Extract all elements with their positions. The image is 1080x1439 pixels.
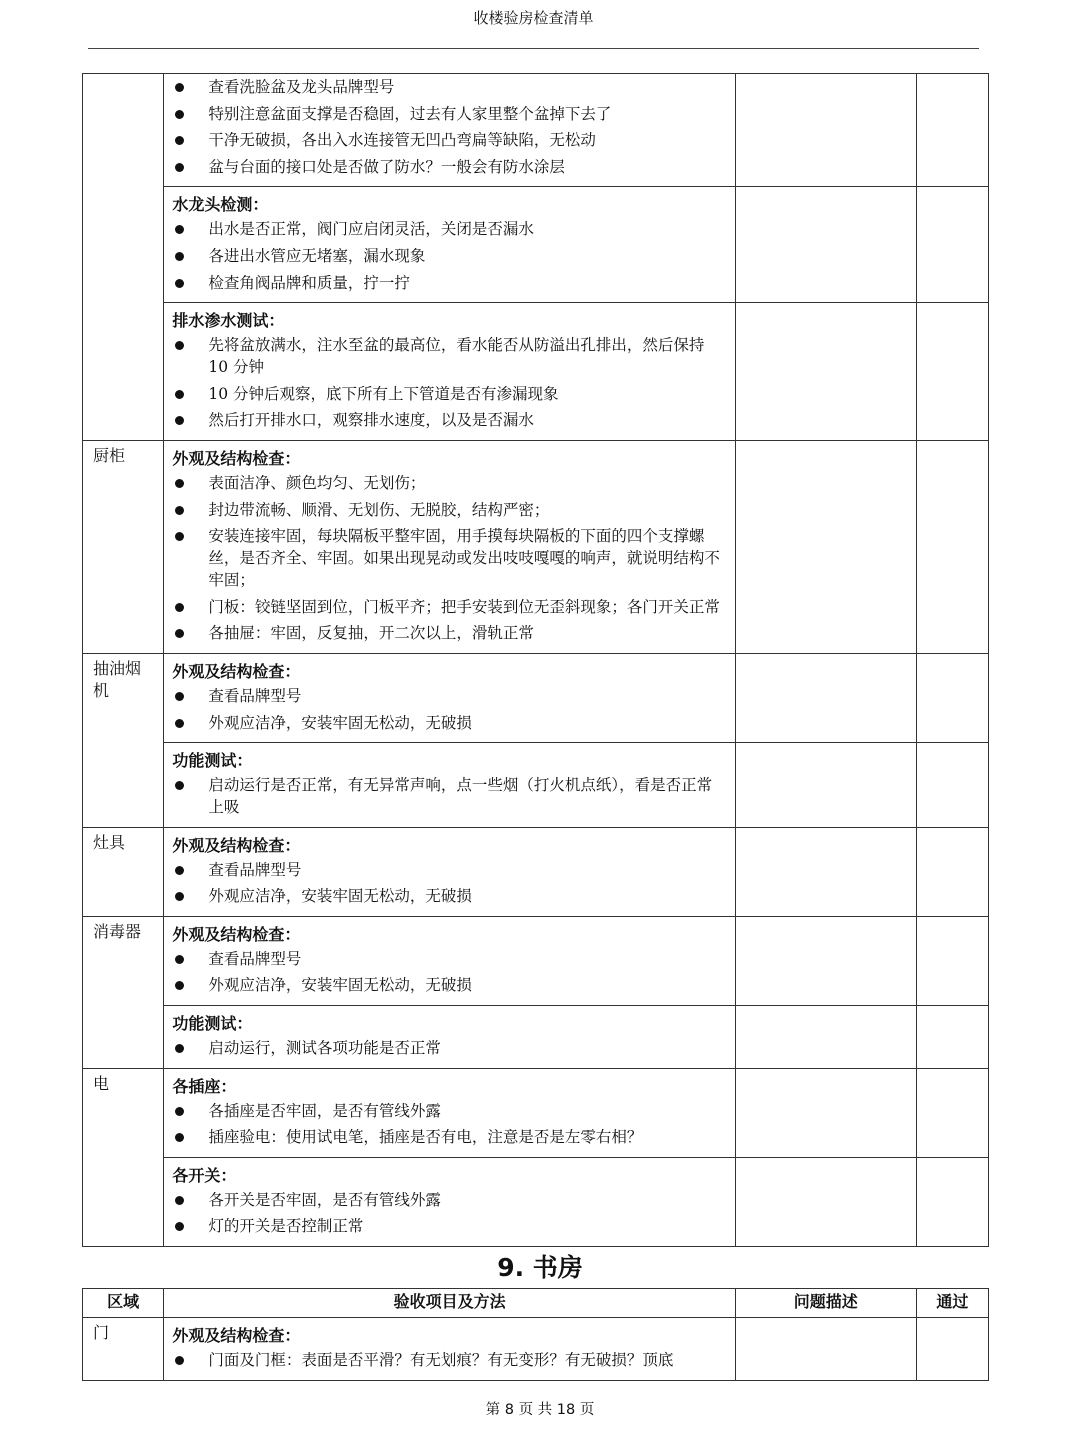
section-title: 9. 书房 [497, 1253, 583, 1282]
pass-cell[interactable] [916, 74, 988, 187]
table-row [83, 916, 989, 1005]
header-pass: 通过 [916, 1289, 988, 1318]
method-cell [164, 74, 736, 187]
problem-description-cell[interactable] [735, 1318, 916, 1381]
table-row [83, 440, 989, 653]
list-item: 各抽屉：牢固，反复抽，开二次以上，滑轨正常 [172, 622, 727, 644]
list-item: 外观应洁净，安装牢固无松动，无破损 [172, 974, 727, 996]
list-item: 各插座是否牢固，是否有管线外露 [172, 1100, 727, 1122]
list-item: 外观应洁净，安装牢固无松动，无破损 [172, 885, 727, 907]
problem-description-cell[interactable] [735, 1006, 916, 1069]
page-footer: 第 8 页 共 18 页 [485, 1402, 595, 1418]
section-heading: 排水渗水测试： [172, 311, 285, 331]
pass-cell[interactable] [916, 303, 988, 441]
method-cell [164, 1068, 736, 1157]
section-heading: 功能测试： [172, 751, 253, 771]
list-item: 查看品牌型号 [172, 948, 727, 970]
method-cell [164, 1157, 736, 1246]
table-row [83, 74, 989, 187]
method-cell [164, 743, 736, 828]
method-cell [164, 653, 736, 742]
section-heading: 功能测试： [172, 1014, 253, 1034]
bullet-list [172, 1100, 727, 1149]
list-item: 出水是否正常，阀门应启闭灵活，关闭是否漏水 [172, 218, 727, 240]
problem-description-cell[interactable] [735, 743, 916, 828]
list-item: 门板：铰链坚固到位，门板平齐；把手安装到位无歪斜现象；各门开关正常 [172, 596, 727, 618]
bullet-list [172, 859, 727, 908]
section-heading: 外观及结构检查： [172, 924, 301, 944]
bullet-list [172, 1349, 727, 1371]
table-row [83, 743, 989, 828]
header-title: 收楼验房检查清单 [473, 9, 594, 27]
bullet-list [172, 1189, 727, 1238]
section-heading: 外观及结构检查： [172, 1326, 301, 1345]
list-item: 先将盆放满水，注水至盆的最高位，看水能否从防溢出孔排出，然后保持 10 分钟 [172, 334, 727, 378]
problem-description-cell[interactable] [735, 916, 916, 1005]
method-cell [164, 187, 736, 303]
bullet-list [172, 334, 727, 431]
list-item: 各进出水管应无堵塞，漏水现象 [172, 245, 727, 267]
problem-description-cell[interactable] [735, 303, 916, 441]
area-cell: 电 [83, 1068, 164, 1246]
pass-cell[interactable] [916, 1318, 988, 1381]
section-heading: 外观及结构检查： [172, 661, 301, 681]
area-cell: 厨柜 [83, 440, 164, 653]
area-cell: 灶具 [83, 827, 164, 916]
section-heading: 各插座： [172, 1076, 237, 1096]
table-row [83, 1068, 989, 1157]
bullet-list [172, 948, 727, 997]
table-header-row [83, 1289, 989, 1318]
list-item: 查看洗脸盆及龙头品牌型号 [172, 76, 727, 98]
bullet-list [172, 472, 727, 644]
section-heading: 水龙头检测： [172, 195, 269, 215]
section-heading: 各开关： [172, 1165, 237, 1185]
bullet-list [172, 218, 727, 293]
problem-description-cell[interactable] [735, 827, 916, 916]
area-cell: 抽油烟机 [83, 653, 164, 827]
list-item: 外观应洁净，安装牢固无松动，无破损 [172, 712, 727, 734]
problem-description-cell[interactable] [735, 653, 916, 742]
list-item: 查看品牌型号 [172, 859, 727, 881]
method-cell [164, 303, 736, 441]
area-cell [83, 74, 164, 441]
bullet-list [172, 685, 727, 734]
list-item: 检查角阀品牌和质量，拧一拧 [172, 272, 727, 294]
table-row [83, 187, 989, 303]
list-item: 启动运行是否正常，有无异常声响，点一些烟（打火机点纸），看是否正常上吸 [172, 774, 727, 818]
pass-cell[interactable] [916, 1068, 988, 1157]
problem-description-cell[interactable] [735, 1068, 916, 1157]
section-heading: 外观及结构检查： [172, 448, 301, 468]
inspection-table-bottom [82, 1288, 989, 1381]
table-row [83, 827, 989, 916]
header-area: 区域 [83, 1289, 164, 1318]
method-cell [164, 827, 736, 916]
header-desc: 问题描述 [735, 1289, 916, 1318]
table-row [83, 1318, 989, 1381]
pass-cell[interactable] [916, 916, 988, 1005]
table-row [83, 1006, 989, 1069]
inspection-table-top [82, 73, 989, 1247]
header-item: 验收项目及方法 [164, 1289, 736, 1318]
area-cell: 门 [83, 1318, 164, 1381]
list-item: 启动运行，测试各项功能是否正常 [172, 1037, 727, 1059]
list-item: 各开关是否牢固，是否有管线外露 [172, 1189, 727, 1211]
problem-description-cell[interactable] [735, 1157, 916, 1246]
section-heading: 外观及结构检查： [172, 835, 301, 855]
list-item: 灯的开关是否控制正常 [172, 1215, 727, 1237]
bullet-list [172, 76, 727, 178]
method-cell [164, 916, 736, 1005]
method-cell [164, 1318, 736, 1381]
pass-cell[interactable] [916, 653, 988, 742]
list-item: 然后打开排水口，观察排水速度，以及是否漏水 [172, 409, 727, 431]
list-item: 安装连接牢固，每块隔板平整牢固，用手摸每块隔板的下面的四个支撑螺丝，是否齐全、牢固。如果出现晃动或发出吱吱嘎嘎的响声，就说明结构不牢固； [172, 525, 727, 591]
list-item: 表面洁净、颜色均匀、无划伤； [172, 472, 727, 494]
list-item: 插座验电：使用试电笔，插座是否有电，注意是否是左零右相？ [172, 1126, 727, 1148]
table-row [83, 653, 989, 742]
pass-cell[interactable] [916, 827, 988, 916]
area-cell: 消毒器 [83, 916, 164, 1068]
list-item: 门面及门框：表面是否平滑？有无划痕？有无变形？有无破损？顶底 [172, 1349, 727, 1371]
list-item: 查看品牌型号 [172, 685, 727, 707]
bullet-list [172, 1037, 727, 1059]
problem-description-cell[interactable] [735, 74, 916, 187]
pass-cell[interactable] [916, 1157, 988, 1246]
pass-cell[interactable] [916, 1006, 988, 1069]
list-item: 封边带流畅、顺滑、无划伤、无脱胶，结构严密； [172, 499, 727, 521]
bullet-list [172, 774, 727, 818]
list-item: 特别注意盆面支撑是否稳固，过去有人家里整个盆掉下去了 [172, 103, 727, 125]
pass-cell[interactable] [916, 743, 988, 828]
pass-cell[interactable] [916, 440, 988, 653]
problem-description-cell[interactable] [735, 187, 916, 303]
problem-description-cell[interactable] [735, 440, 916, 653]
method-cell [164, 440, 736, 653]
pass-cell[interactable] [916, 187, 988, 303]
page-header [88, 0, 979, 49]
list-item: 10 分钟后观察，底下所有上下管道是否有渗漏现象 [172, 383, 727, 405]
method-cell [164, 1006, 736, 1069]
table-row [83, 1157, 989, 1246]
list-item: 盆与台面的接口处是否做了防水？一般会有防水涂层 [172, 156, 727, 178]
list-item: 干净无破损，各出入水连接管无凹凸弯扁等缺陷，无松动 [172, 129, 727, 151]
table-row [83, 303, 989, 441]
